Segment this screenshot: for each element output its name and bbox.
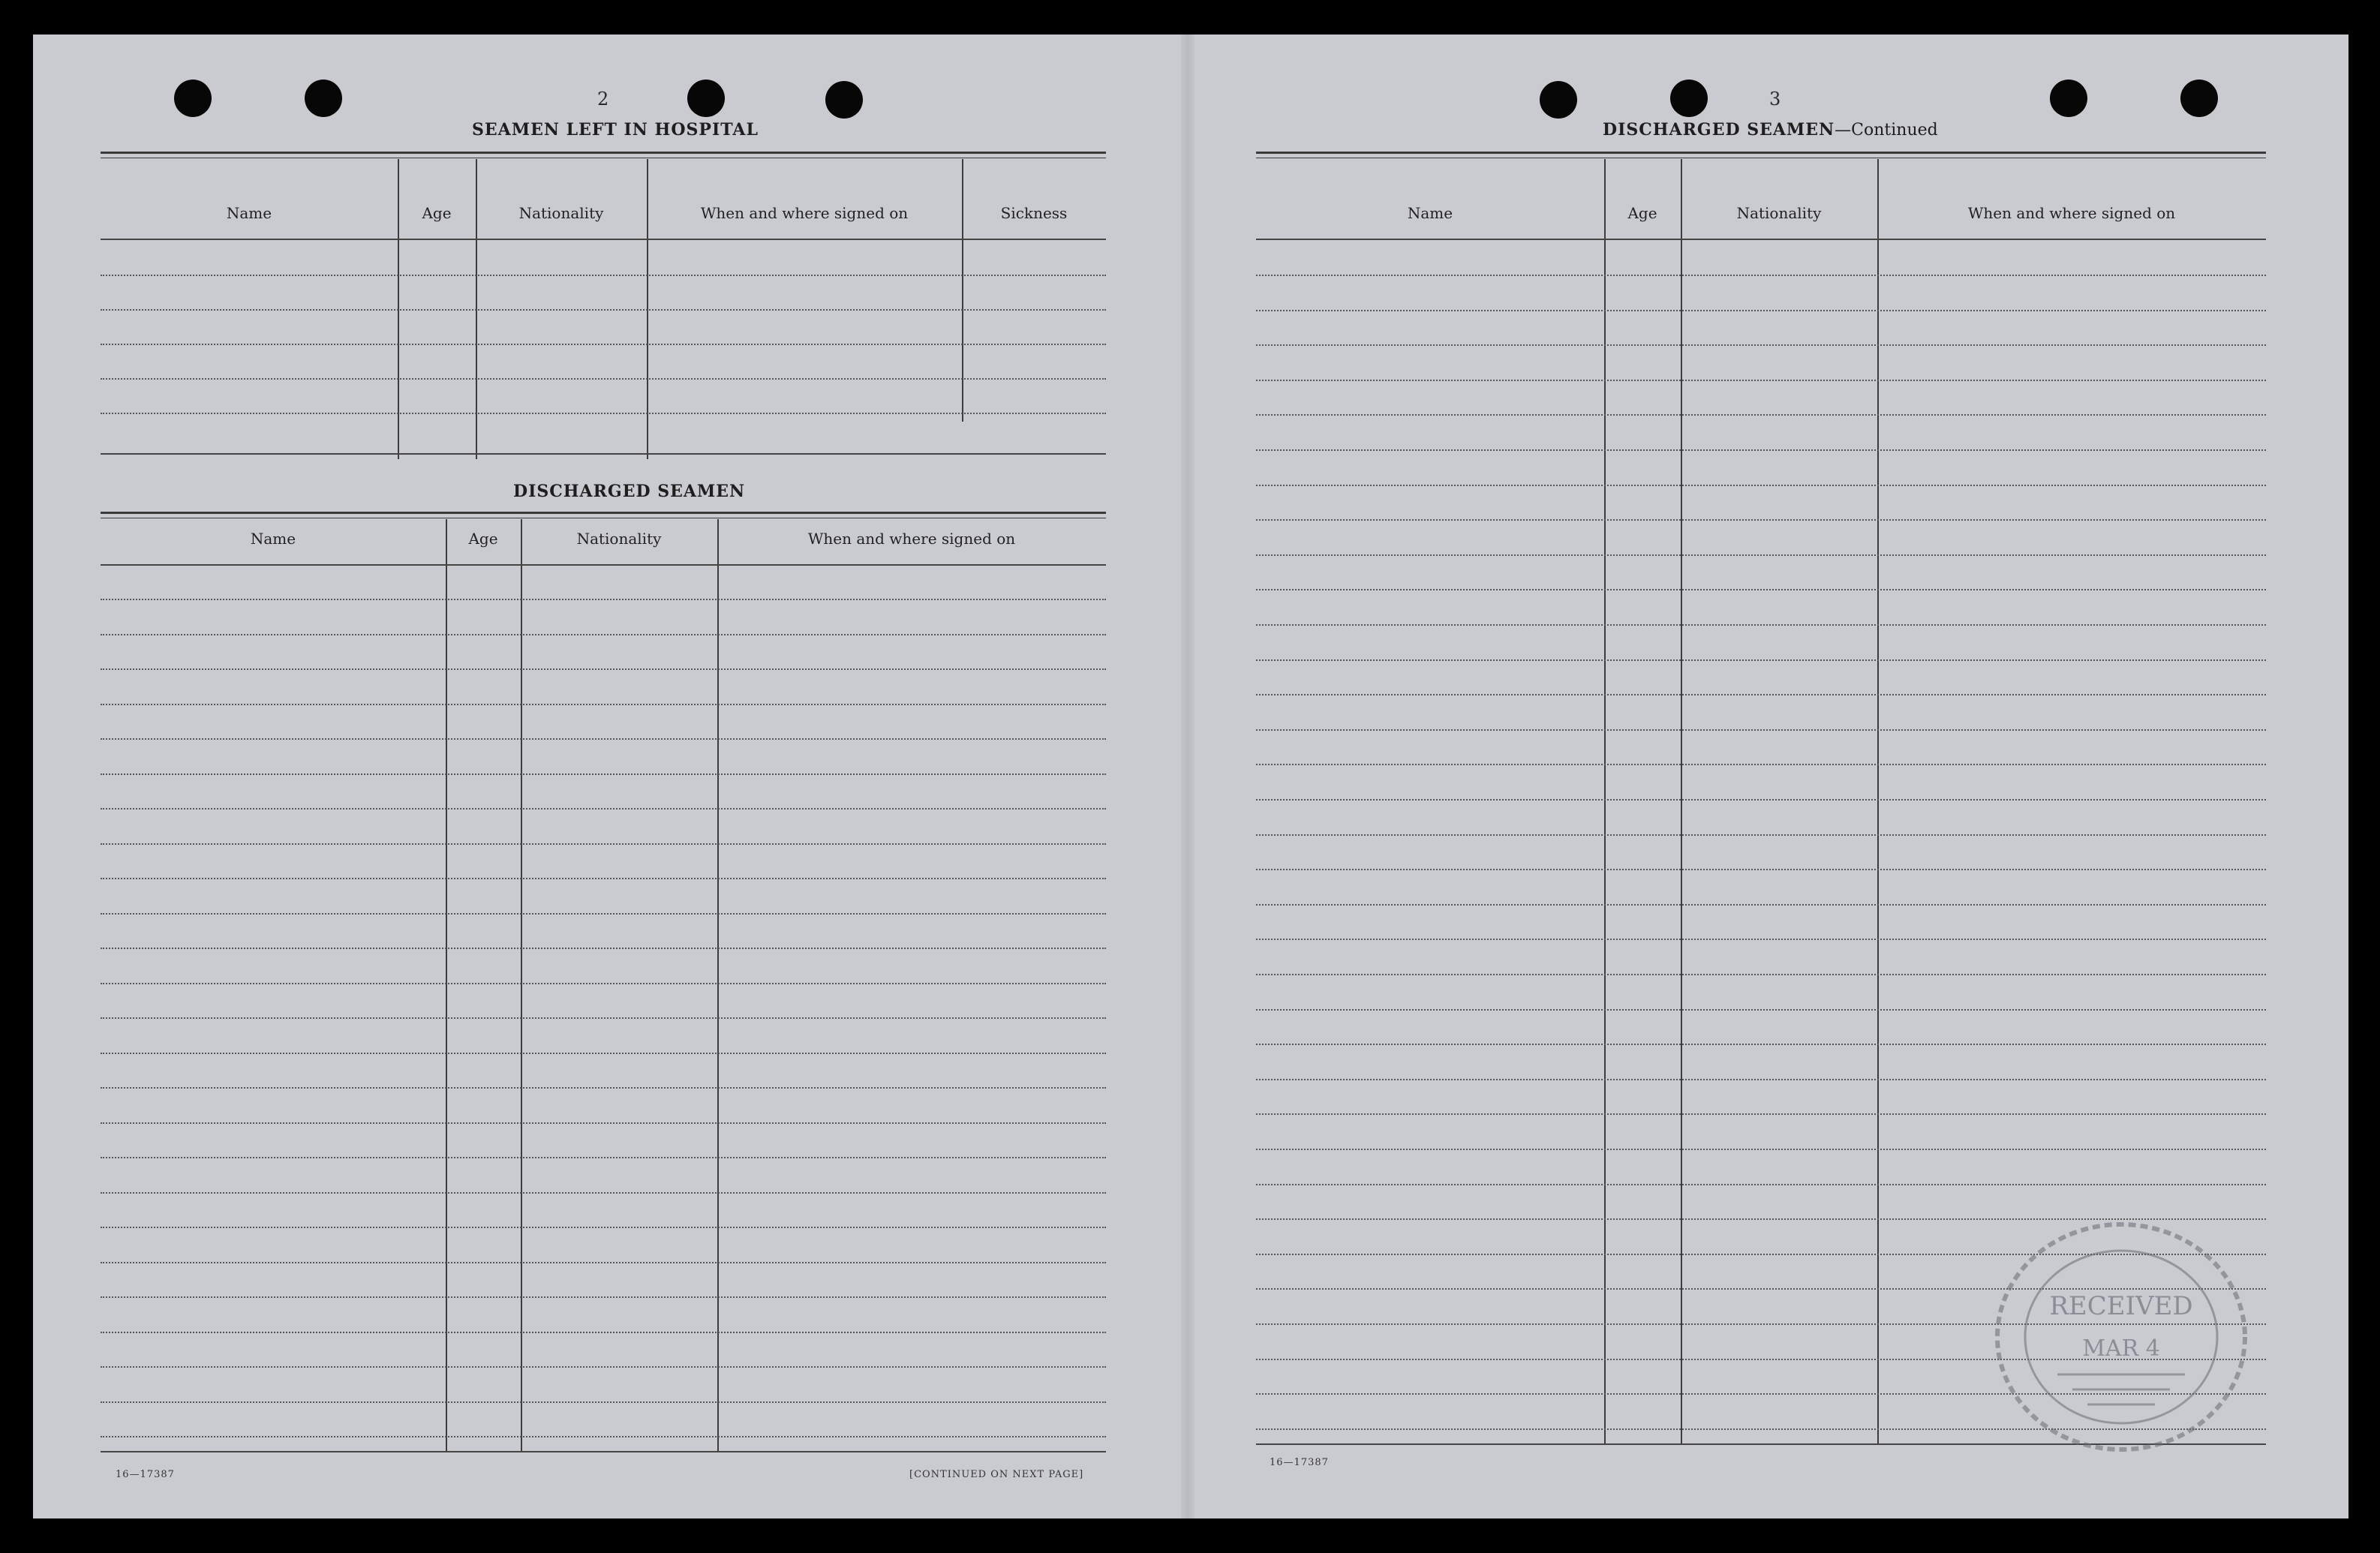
ruled-line (101, 634, 1106, 635)
ruled-line (1256, 1009, 2266, 1011)
column-header-sickness: Sickness (1000, 204, 1068, 222)
ruled-line (1256, 939, 2266, 940)
stamp-date: MAR 4 (2082, 1335, 2160, 1362)
column-header-signed-on: When and where signed on (700, 204, 909, 222)
ruled-line (1256, 834, 2266, 836)
column-header-signed-on: When and where signed on (1967, 204, 2176, 222)
punch-hole (687, 80, 725, 117)
page-number: 2 (597, 89, 609, 110)
ruled-line (101, 668, 1106, 670)
ruled-line (101, 1087, 1106, 1089)
column-header-name: Name (226, 204, 272, 222)
right-page (1198, 35, 2348, 1518)
ruled-line (101, 1157, 1106, 1158)
title-main: DISCHARGED SEAMEN (1603, 120, 1835, 140)
continued-note: [CONTINUED ON NEXT PAGE] (909, 1469, 1084, 1480)
ruled-line (1256, 414, 2266, 416)
ruled-line (101, 843, 1106, 845)
received-stamp (1990, 1217, 2252, 1457)
ruled-line (101, 1296, 1106, 1298)
ruled-line (1256, 624, 2266, 626)
column-header-nationality: Nationality (576, 530, 662, 548)
discharged-continued-title (1603, 120, 1938, 140)
ruled-line (101, 1122, 1106, 1124)
ruled-line (1256, 904, 2266, 906)
ruled-line (1256, 1184, 2266, 1185)
column-header-age: Age (422, 204, 452, 222)
ruled-line (1256, 799, 2266, 801)
punch-hole (1670, 80, 1708, 117)
ruled-line (1256, 659, 2266, 661)
column-header-name: Name (250, 530, 296, 548)
punch-hole (174, 80, 212, 117)
column-header-age: Age (468, 530, 498, 548)
ruled-line (101, 913, 1106, 915)
ruled-line (1256, 275, 2266, 276)
ruled-line (1256, 589, 2266, 590)
ruled-line (1256, 974, 2266, 975)
column-header-age: Age (1627, 204, 1657, 222)
punch-hole (825, 81, 863, 119)
ruled-line (101, 1053, 1106, 1054)
ruled-line (101, 808, 1106, 810)
discharged-table (101, 512, 1106, 1451)
column-header-name: Name (1407, 204, 1453, 222)
ruled-line (101, 1366, 1106, 1368)
form-number: 16—17387 (116, 1469, 175, 1480)
ruled-line (1256, 449, 2266, 451)
hospital-table (101, 152, 1106, 459)
column-header-nationality: Nationality (1736, 204, 1822, 222)
page-number: 3 (1769, 89, 1781, 110)
ruled-line (101, 1332, 1106, 1333)
ruled-line (1256, 380, 2266, 381)
ruled-line (1256, 519, 2266, 521)
stamp-received: RECEIVED (2049, 1291, 2193, 1321)
ruled-line (101, 599, 1106, 600)
ruled-line (1256, 1044, 2266, 1045)
ruled-line (101, 773, 1106, 775)
ruled-line (1256, 1149, 2266, 1150)
ruled-line (101, 738, 1106, 740)
punch-hole (305, 80, 342, 117)
ruled-line (1256, 1113, 2266, 1115)
document-sheet (33, 35, 2348, 1518)
ruled-line (101, 948, 1106, 949)
ruled-line (101, 704, 1106, 705)
hospital-section-title: SEAMEN LEFT IN HOSPITAL (472, 120, 759, 140)
ruled-line (1256, 485, 2266, 486)
form-number: 16—17387 (1270, 1457, 1329, 1468)
ruled-line (101, 983, 1106, 984)
punch-hole (2180, 80, 2218, 117)
title-continued: —Continued (1835, 121, 1938, 140)
column-header-nationality: Nationality (518, 204, 604, 222)
ruled-line (1256, 344, 2266, 346)
ruled-line (1256, 729, 2266, 731)
punch-hole (1540, 81, 1577, 119)
ruled-line (101, 1436, 1106, 1437)
left-page (33, 35, 1178, 1518)
ruled-line (101, 1401, 1106, 1403)
page-fold (1181, 35, 1195, 1518)
ruled-line (1256, 554, 2266, 556)
discharged-section-title: DISCHARGED SEAMEN (513, 482, 746, 501)
ruled-line (101, 1017, 1106, 1019)
punch-hole (2050, 80, 2087, 117)
ruled-line (1256, 310, 2266, 311)
ruled-line (101, 878, 1106, 879)
ruled-line (1256, 764, 2266, 765)
ruled-line (1256, 869, 2266, 870)
ruled-line (1256, 694, 2266, 695)
ruled-line (1256, 1079, 2266, 1080)
column-header-signed-on: When and where signed on (807, 530, 1016, 548)
ruled-line (101, 1262, 1106, 1263)
ruled-line (101, 1192, 1106, 1194)
ruled-line (101, 1227, 1106, 1228)
